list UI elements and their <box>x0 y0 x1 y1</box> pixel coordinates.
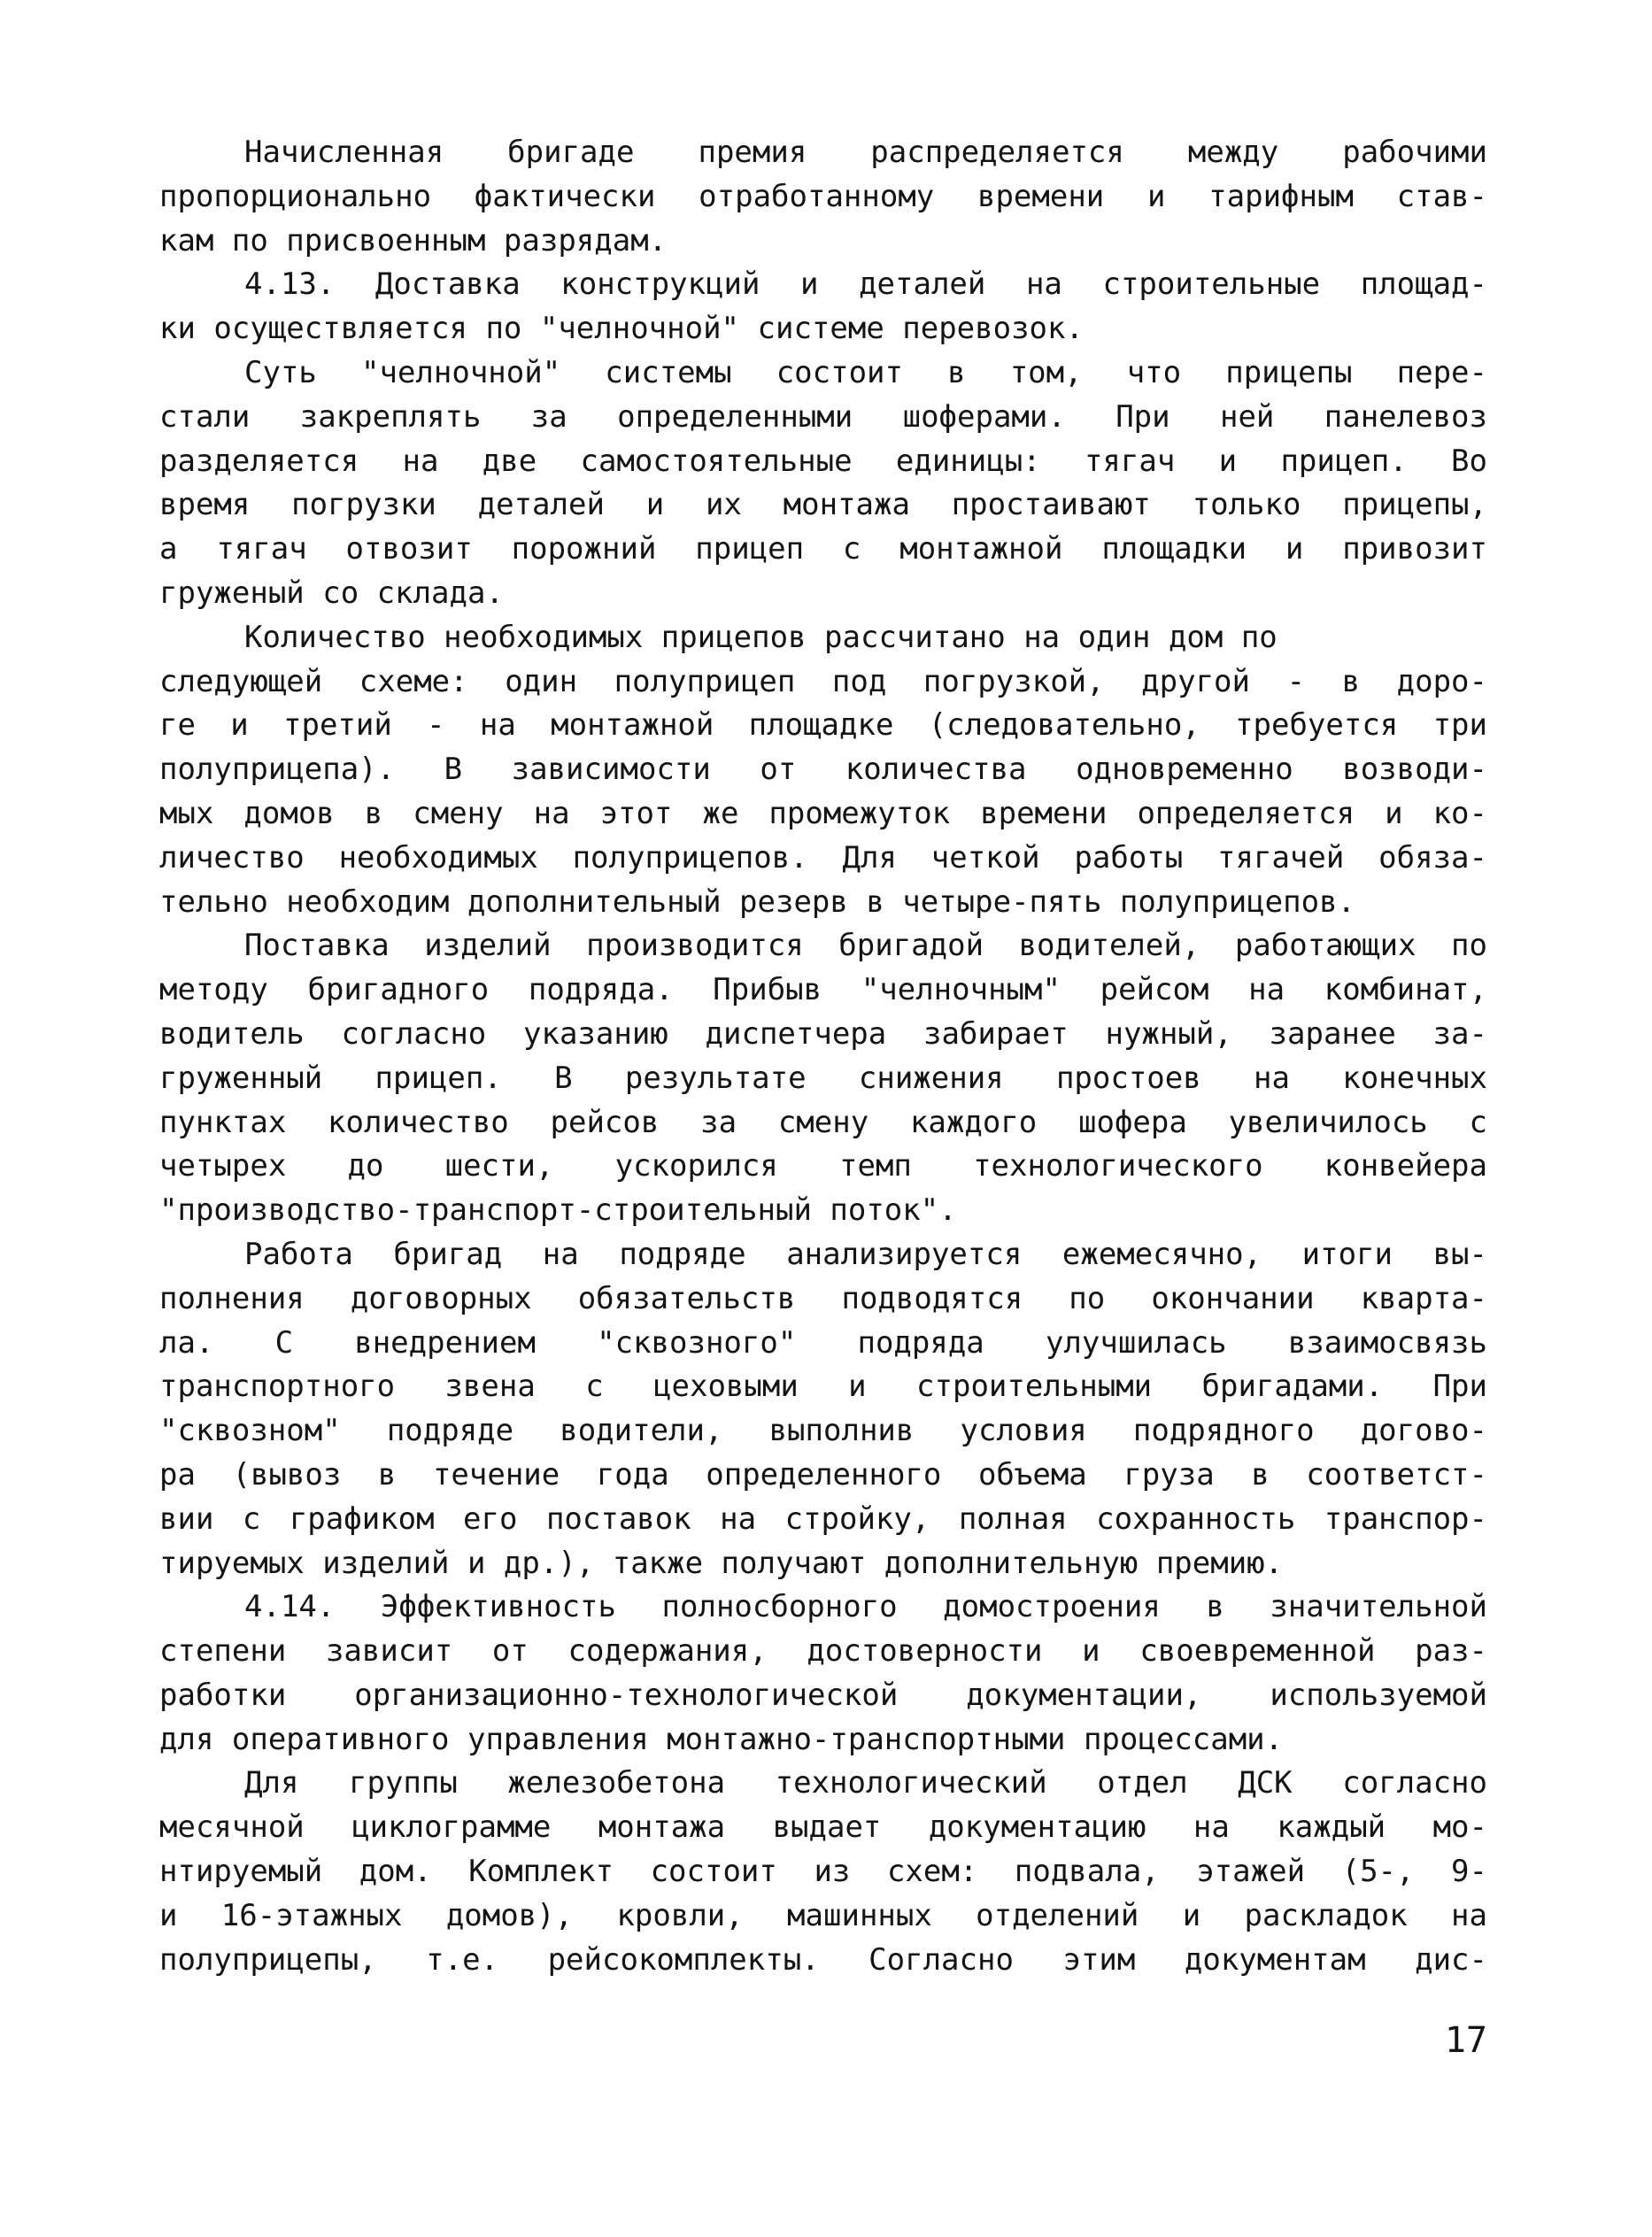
text-line: время погрузки деталей и их монтажа простаивают только прицепы, <box>159 487 1487 523</box>
text-line: работки организационно-технологической документации, используемой <box>159 1677 1487 1713</box>
text-line: стали закреплять за определенными шоферами. При ней панелевоз <box>159 398 1487 435</box>
text-line: груженый со склада. <box>159 575 504 611</box>
body-text <box>159 131 1487 1982</box>
text-line: 4.14. Эффективность полносборного домостроения в значительной <box>244 1589 1487 1625</box>
text-line: 4.13. Доставка конструкций и деталей на строительные площад- <box>244 266 1487 303</box>
text-line: вии с графиком его поставок на стройку, полная сохранность транспор- <box>159 1500 1487 1537</box>
text-line: Количество необходимых прицепов рассчитано на один дом по <box>244 619 1278 655</box>
text-line: четырех до шести, ускорился темп технологического конвейера <box>159 1148 1487 1184</box>
text-line: Начисленная бригаде премия распределяется между рабочими <box>244 135 1487 170</box>
text-line: Поставка изделий производится бригадой водителей, работающих по <box>244 928 1487 964</box>
text-line: "сквозном" подряде водители, выполнив условия подрядного догово- <box>159 1413 1487 1449</box>
text-line: кам по присвоенным разрядам. <box>159 222 668 258</box>
text-line: водитель согласно указанию диспетчера забирает нужный, заранее за- <box>159 1015 1487 1052</box>
text-line: мых домов в смену на этот же промежуток времени определяется и ко- <box>159 795 1487 831</box>
text-line: личество необходимых полуприцепов. Для четкой работы тягачей обяза- <box>159 839 1487 876</box>
text-line: тельно необходим дополнительный резерв в четыре-пять полуприцепов. <box>159 883 1356 920</box>
text-line: полуприцепы, т.е. рейсокомплекты. Согласно этим документам дис- <box>159 1941 1487 1978</box>
text-line: груженный прицеп. В результате снижения простоев на конечных <box>159 1060 1487 1096</box>
text-line: а тягач отвозит порожний прицеп с монтажной площадки и привозит <box>159 531 1487 567</box>
text-line: Суть "челночной" системы состоит в том, что прицепы пере- <box>244 354 1487 390</box>
text-line: Для группы железобетона технологический отдел ДСК согласно <box>244 1765 1487 1801</box>
page-number: 17 <box>1444 2020 1487 2061</box>
text-line: ге и третий - на монтажной площадке (следовательно, требуется три <box>159 707 1487 744</box>
text-line: пропорционально фактически отработанному времени и тарифным став- <box>159 178 1487 214</box>
text-line: для оперативного управления монтажно-транспортными процессами. <box>159 1721 1284 1757</box>
text-line: месячной циклограмме монтажа выдает документацию на каждый мо- <box>159 1809 1487 1846</box>
text-line: полнения договорных обязательств подводятся по окончании кварта- <box>159 1280 1487 1316</box>
text-line: ла. С внедрением "сквозного" подряда улучшилась взаимосвязь <box>159 1324 1487 1361</box>
text-line: степени зависит от содержания, достоверности и своевременной раз- <box>159 1633 1487 1670</box>
text-line: нтируемый дом. Комплект состоит из схем: подвала, этажей (5-, 9- <box>159 1854 1487 1890</box>
text-line: пунктах количество рейсов за смену каждого шофера увеличилось с <box>159 1104 1487 1140</box>
text-line: тируемых изделий и др.), также получают дополнительную премию. <box>159 1545 1284 1581</box>
text-line: ки осуществляется по "челночной" системе перевозок. <box>159 311 1084 347</box>
text-line: и 16-этажных домов), кровли, машинных отделений и раскладок на <box>159 1897 1487 1933</box>
text-line: следующей схеме: один полуприцеп под погрузкой, другой - в доро- <box>159 663 1487 699</box>
text-line: методу бригадного подряда. Прибыв "челночным" рейсом на комбинат, <box>159 972 1487 1008</box>
text-line: Работа бригад на подряде анализируется ежемесячно, итоги вы- <box>244 1236 1487 1272</box>
text-line: ра (вывоз в течение года определенного объема груза в соответст- <box>159 1456 1487 1493</box>
text-line: полуприцепа). В зависимости от количества одновременно возводи- <box>159 752 1487 788</box>
text-line: транспортного звена с цеховыми и строительными бригадами. При <box>159 1369 1487 1405</box>
text-line: "производство-транспорт-строительный поток". <box>159 1192 957 1229</box>
text-line: разделяется на две самостоятельные единицы: тягач и прицеп. Во <box>159 443 1487 479</box>
